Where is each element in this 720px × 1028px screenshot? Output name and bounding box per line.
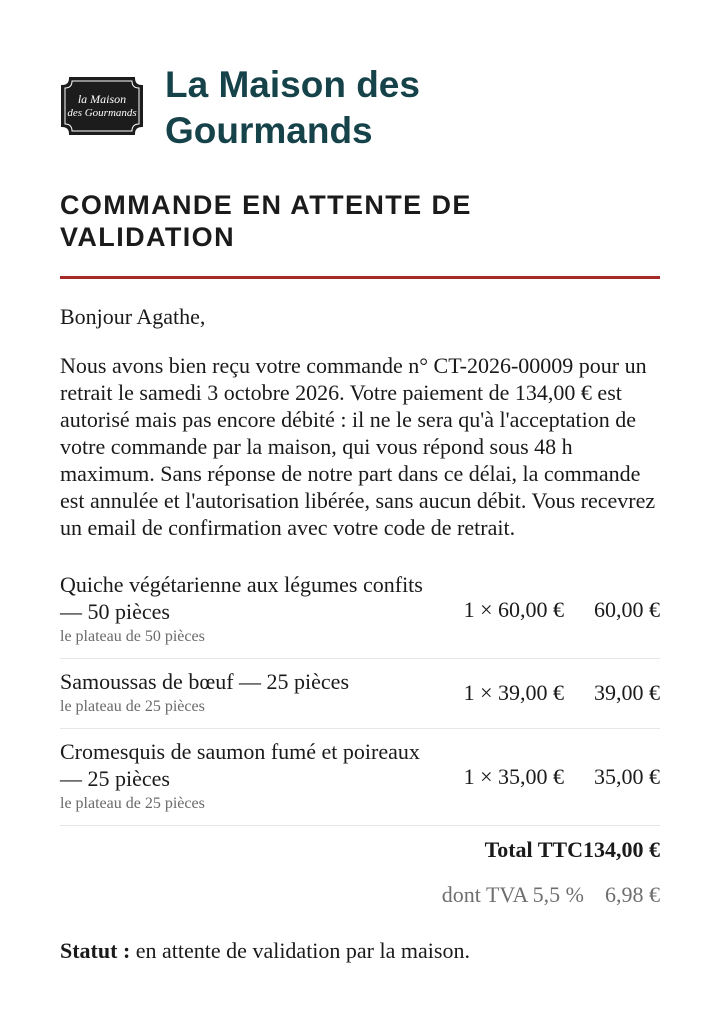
order-status-heading: COMMANDE EN ATTENTE DE VALIDATION: [60, 190, 472, 252]
greeting: Bonjour Agathe,: [60, 304, 206, 329]
item-quantity-price: 1 × 35,00 €: [463, 763, 564, 789]
item-unit: le plateau de 25 pièces: [60, 698, 205, 715]
order-total: [60, 836, 660, 863]
status-text: en attente de validation par la maison.: [135, 938, 470, 963]
brand-name: La Maison des Gourmands: [165, 64, 420, 151]
total-amount: 134,00 €: [583, 837, 660, 862]
order-item: [60, 659, 660, 729]
order-items: [60, 567, 660, 826]
item-name: Samoussas de bœuf — 25 pièces: [60, 669, 350, 694]
item-description: [60, 571, 444, 647]
logo-text-line1: la Maison: [77, 92, 127, 106]
item-quantity-price: 1 × 60,00 €: [463, 596, 564, 622]
order-item: [60, 567, 660, 659]
brand-logo: [60, 76, 144, 136]
item-name: Quiche végétarienne aux légumes confits — 50 pièces: [60, 572, 423, 624]
status-label: Statut :: [60, 938, 131, 963]
item-total: 39,00 €: [594, 680, 660, 705]
vat-amount: 6,98 €: [605, 882, 660, 907]
total-label: Total TTC: [484, 837, 583, 862]
logo-text-line2: des Gourmands: [67, 107, 137, 119]
vat-line: [60, 881, 660, 908]
divider-rule: [60, 276, 660, 279]
email-page: [60, 0, 660, 964]
item-total: 35,00 €: [594, 763, 660, 789]
brand-header: [60, 62, 660, 154]
item-unit: le plateau de 25 pièces: [60, 795, 205, 812]
item-unit: le plateau de 50 pièces: [60, 628, 205, 645]
order-item: [60, 729, 660, 826]
item-description: [60, 738, 444, 814]
item-total: 60,00 €: [594, 596, 660, 622]
item-name: Cromesquis de saumon fumé et poireaux — 25 pièces: [60, 739, 420, 791]
order-status: [60, 937, 660, 964]
order-message: Nous avons bien reçu votre commande n° CT-2026-00009 pour un retrait le samedi 3 octobre 2026. Votre paiement de 134,00 € est autorisé mais pas encore débité : il ne le sera qu'à l'acceptation de votre commande par la maison, qui vous répond sous 48 h maximum. Sans réponse de notre part dans ce délai, la commande est annulée et l'autorisation libérée, sans aucun débit. Vous recevrez un email de confirmation avec votre code de retrait.: [60, 353, 656, 540]
vat-label: dont TVA 5,5 %: [441, 882, 584, 907]
item-description: [60, 668, 444, 717]
item-quantity-price: 1 × 39,00 €: [463, 680, 564, 705]
